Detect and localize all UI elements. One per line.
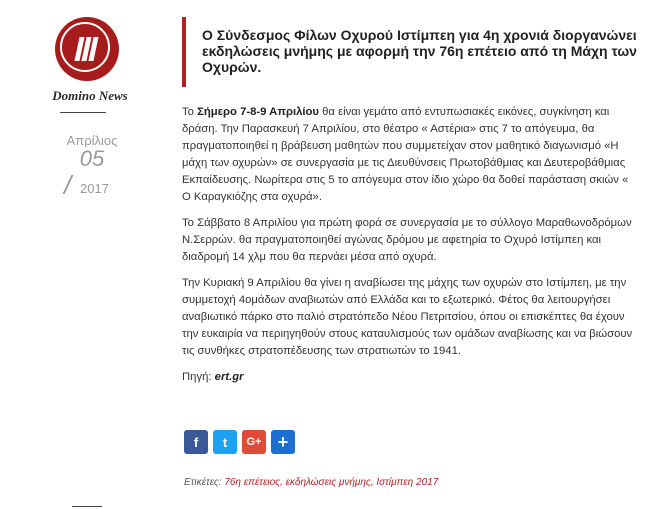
paragraph-3: Την Κυριακή 9 Απριλίου θα γίνει η αναβίωσει της μάχης των οχυρών στο Ιστίμπεη, με την συμμετοχή 4ομάδων αναβιωτών από Ελλάδα και το εξωτερικό. Φέτος θα λειτουργήσει αναβιωτικό πάρκο στο παλιό στρατόπεδο Νέου Πετριτσίου, όπου οι επισκέπτες θα έχουν την ευκαιρία να περιηγηθούν στους καταυλισμούς των ομάδων αναβίωσης και να βιώσουν τις συνθήκες στρατοπέδευσης των στρατιωτών το 1941. bbox=[182, 277, 633, 357]
tag-separator: , bbox=[370, 477, 377, 488]
source-link[interactable]: ert.gr bbox=[214, 371, 244, 383]
article-title: Ο Σύνδεσμος Φίλων Οχυρού Ιστίμπεη για 4η χρονιά διοργανώνει εκδηλώσεις μνήμης με αφορμή την 76η επέτειο από τη Μάχη των Οχυρών. bbox=[202, 27, 637, 75]
twitter-icon: t bbox=[222, 434, 228, 450]
date-month: Απρίλιος bbox=[66, 133, 118, 148]
site-logo[interactable] bbox=[55, 17, 119, 81]
article-body bbox=[182, 104, 637, 395]
share-bar bbox=[184, 430, 295, 454]
tag-link[interactable]: εκδηλώσεις μνήμης bbox=[285, 477, 371, 488]
date-year: 2017 bbox=[80, 181, 109, 196]
facebook-share-button[interactable] bbox=[184, 430, 208, 454]
googleplus-icon: G+ bbox=[246, 436, 262, 448]
article-title-block bbox=[182, 17, 652, 87]
tag-link[interactable]: 76η επέτειος bbox=[224, 477, 281, 488]
paragraph-2: Το Σάββατο 8 Απριλίου για πρώτη φορά σε συνεργασία με το σύλλογο Μαραθωνοδρόμων Ν.Σερρών. θα πραγματοποιηθεί αγώνας δρόμου με αφετηρία το Οχυρό Ιστίμπεη και διαδρομή 14 χλμ που θα περνάει μέσα από οχυρά. bbox=[182, 217, 632, 263]
facebook-icon: f bbox=[193, 434, 199, 450]
source-line bbox=[182, 369, 637, 386]
source-label: Πηγή: bbox=[182, 371, 215, 383]
tag-separator: , bbox=[280, 477, 286, 488]
plus-icon: + bbox=[277, 431, 289, 452]
bottom-divider bbox=[72, 506, 102, 507]
p1-text: θα είναι γεμάτο από εντυπωσιακές εικόνες, συγκίνηση και δράση. Την Παρασκευή 7 Απριλίου, στο θέατρο « Αστέρια» στις 7 το απόγευμα, θα πραγματοποιηθεί η βράβευση μαθητών που συμμετείχαν στον μαθητικό διαγωνισμό «Η μάχη των οχυρών» σε συνεργασία με τις Διευθύνσεις Πρωτοβάθμιας και Δευτεροβάθμιας Εκπαίδευσης. Νωρίτερα στις 5 το απόγευμα στον ίδιο χώρο θα δοθεί παράσταση σκιών « Ο Καραγκιόζης στα οχυρά». bbox=[182, 106, 629, 203]
logo-mark-icon bbox=[75, 37, 99, 61]
tag-link[interactable]: Ιστίμπεη 2017 bbox=[376, 477, 439, 488]
tags-label: Ετικέτες: bbox=[184, 477, 225, 488]
date-day: 05 bbox=[79, 146, 105, 171]
p1-prefix: Το bbox=[182, 106, 198, 118]
p1-highlight: Σήμερο 7-8-9 Απριλίου bbox=[197, 106, 319, 118]
googleplus-share-button[interactable] bbox=[242, 430, 266, 454]
date-slash: / bbox=[64, 170, 72, 200]
paragraph-1 bbox=[182, 104, 637, 206]
tags-line bbox=[184, 477, 438, 488]
logo-text: Domino News bbox=[52, 88, 128, 103]
logo-divider bbox=[60, 112, 106, 113]
twitter-share-button[interactable] bbox=[213, 430, 237, 454]
addthis-share-button[interactable] bbox=[271, 430, 295, 454]
